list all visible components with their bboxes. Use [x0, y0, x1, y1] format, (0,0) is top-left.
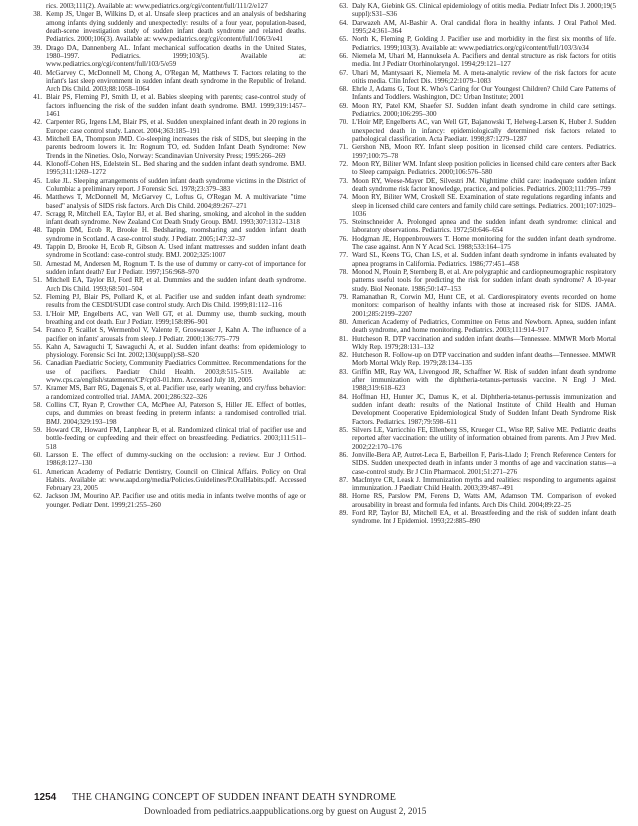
reference-text: L'Hoir MP, Engelberts AC, van Well GT, Bajanowski T, Helweg-Larsen K, Huber J. Sudden unexpected death in infancy: epidemiologically determined risk factors related to pathological classification. Acta Paediatr. 1998;87:1279–1287 [352, 118, 616, 143]
reference-text: Jackson JM, Mourino AP. Pacifier use and otitis media in infants twelve months of age or younger. Pediatr Dent. 1999;21:255–260 [46, 492, 306, 509]
reference-entry [330, 476, 616, 493]
reference-number: 57. [33, 384, 42, 393]
reference-entry [330, 35, 616, 52]
reference-text: Ehrle J, Adams G, Tout K. Who's Caring for Our Youngest Children? Child Care Patterns of Infants and Toddlers. Washington, DC: Urban Institute; 2001 [352, 85, 616, 102]
reference-text: Kramer MS, Barr RG, Dagenais S, et al. Pacifier use, early weaning, and cry/fuss behavior: a randomized controlled trial. JAMA. 2001;286:322–326 [46, 384, 306, 401]
reference-number: 81. [339, 334, 348, 343]
reference-text: Monod N, Plouin P, Sternberg B, et al. Are polygraphic and cardiopneumographic respiratory patterns useful tools for predicting the risk for sudden infant death syndrome? A 10-year study. Biol Neonate. 1986;50:147–153 [352, 268, 616, 293]
reference-text: Kemp JS, Unger B, Wilkins D, et al. Unsafe sleep practices and an analysis of bedsharing among infants dying suddenly and unexpectedly: results of a four year, population-based, death-scene investigation study of sudden infant death syndrome and related deaths. Pediatrics. 2000;106(3). Available at: www.pediatrics.org/cgi/content/full/106/3/e41 [46, 10, 306, 44]
reference-number: 44. [33, 159, 42, 168]
reference-entry [330, 426, 616, 451]
reference-entry [24, 243, 306, 260]
reference-entry [330, 251, 616, 268]
reference-text: American Academy of Pediatrics, Committee on Fetus and Newborn. Apnea, sudden infant death syndrome, and home monitoring. Pediatrics. 2003;111:914–917 [352, 317, 616, 335]
reference-entry [24, 118, 306, 135]
reference-entry [24, 193, 306, 210]
reference-text: Moon RY, Patel KM, Shaefer SJ. Sudden infant death syndrome in child care settings. Pediatrics. 2000;106:295–300 [352, 101, 616, 119]
reference-text: Hutcheson R. DTP vaccination and sudden infant deaths—Tennessee. MMWR Morb Mortal Wkly Rep. 1979;28:131–132 [352, 334, 616, 351]
references-right-column [330, 2, 616, 526]
reference-entry [24, 326, 306, 343]
reference-text: rics. 2003;111(2). Available at: www.pediatrics.org/cgi/content/full/111/2/e127 [46, 2, 268, 10]
reference-entry [330, 451, 616, 476]
reference-text: McGarvey C, McDonnell M, Chong A, O'Regan M, Matthews T. Factors relating to the infant's last sleep environment in sudden infant death syndrome in the Republic of Ireland. Arch Dis Child. 2003;88:1058–1064 [46, 68, 306, 94]
reference-number: 83. [339, 367, 348, 376]
reference-text: Silvers LE, Varricchio FE, Ellenberg SS, Krueger CL, Wise RP, Salive ME. Pediatric deaths reported after vaccination: the utility of information obtained from parents. Am J Prev Med. 2002;22:170–176 [352, 425, 616, 451]
reference-entry [330, 368, 616, 393]
reference-number: 48. [33, 226, 42, 235]
reference-number: 78. [339, 268, 348, 276]
reference-text: Franco P, Scaillet S, Wermenbol V, Valente F, Groswasser J, Kahn A. The influence of a pacifier on infants' arousals from sleep. J Pediatr. 2000;136:775–779 [46, 326, 306, 343]
reference-text: Arnestad M, Andersen M, Rognum T. Is the use of dummy or carry-cot of importance for sudden infant death? Eur J Pediatr. 1997;156:968–970 [46, 259, 306, 276]
reference-text: Hodgman JE, Hoppenbrouwers T. Home monitoring for the sudden infant death syndrome. The case against. Ann N Y Acad Sci. 1988;533:164–175 [352, 234, 616, 252]
reference-number: 62. [33, 492, 42, 501]
reference-entry [24, 160, 306, 177]
reference-entry [330, 177, 616, 194]
reference-entry [330, 143, 616, 160]
reference-entry [330, 268, 616, 293]
reference-entry [24, 451, 306, 468]
reference-number: 80. [339, 317, 348, 326]
reference-number: 43. [33, 135, 42, 143]
reference-number: 60. [33, 450, 42, 459]
reference-number: 55. [33, 342, 42, 351]
running-title: THE CHANGING CONCEPT OF SUDDEN INFANT DEATH SYNDROME [72, 792, 397, 803]
reference-entry [330, 193, 616, 218]
reference-entry [330, 218, 616, 235]
reference-text: Moon RY, Weese-Mayer DE, Silvestri JM. Nighttime child care: inadequate sudden infant death syndrome risk factor knowledge, practice, and policies. Pediatrics. 2003;111:795–799 [352, 176, 616, 193]
reference-entry [24, 135, 306, 160]
reference-text: Ford RP, Taylor BJ, Mitchell EA, et al. Breastfeeding and the risk of sudden infant death syndrome. Int J Epidemiol. 1993;22:885–890 [352, 509, 616, 526]
reference-text: American Academy of Pediatric Dentistry, Council on Clinical Affairs. Policy on Oral Habits. Available at: www.aapd.org/media/Policies.Guidelines/P.OralHabits.pdf. Accessed February 23, 2005 [46, 467, 306, 493]
reference-entry [24, 69, 306, 94]
reference-text: Gershon NB, Moon RY. Infant sleep position in licensed child care centers. Pediatrics. 1997;100:75–78 [352, 143, 616, 160]
reference-text: Luke JL. Sleeping arrangements of sudden infant death syndrome victims in the District of Columbia: a preliminary report. J Forensic Sci. 1978;23:379–383 [46, 176, 306, 193]
reference-entry [330, 318, 616, 335]
reference-number: 52. [33, 292, 42, 301]
reference-number: 77. [339, 251, 348, 260]
reference-number: 71. [339, 143, 348, 152]
reference-text: Darwazeh AM, Al-Bashir A. Oral candidal flora in healthy infants. J Oral Pathol Med. 1995;24:361–364 [352, 18, 616, 35]
reference-number: 49. [33, 243, 42, 252]
reference-entry [330, 69, 616, 86]
reference-entry [24, 177, 306, 194]
reference-entry [24, 343, 306, 360]
reference-text: Horne RS, Parslow PM, Ferens D, Watts AM, Adamson TM. Comparison of evoked arousability in breast and formula fed infants. Arch Dis Child. 2004;89:22–25 [352, 492, 616, 509]
reference-text: Klonoff-Cohen HS, Edelstein SL. Bed sharing and the sudden infant death syndrome. BMJ. 1995;311:1269–1272 [46, 159, 306, 177]
reference-entry [330, 102, 616, 119]
reference-number: 88. [339, 492, 348, 501]
reference-number: 53. [33, 309, 42, 318]
reference-number: 41. [33, 93, 42, 102]
reference-text: Mitchell EA, Thompson JMD. Co-sleeping increases the risk of SIDS, but sleeping in the parents bedroom lowers it. In: Rognum TO, ed. Sudden Infant Death Syndrome: New Trends in the Nineties. Oslo, Norway: Scandinavian University Press; 1995:266–269 [46, 135, 306, 160]
reference-number: 87. [339, 475, 348, 484]
reference-number: 61. [33, 467, 42, 476]
reference-text: Griffin MR, Ray WA, Livengood JR, Schaffner W. Risk of sudden infant death syndrome after immunization with the diphtheria-tetanus-pertussis vaccine. N Engl J Med. 1988;319:618–623 [352, 367, 616, 393]
download-note: Downloaded from pediatrics.aappublications.org by guest on August 2, 2015 [144, 806, 427, 816]
reference-text: Matthews T, McDonnell M, McGarvey C, Loftus G, O'Regan M. A multivariate "time based" analysis of SIDS risk factors. Arch Dis Child. 2004;89:267–271 [46, 193, 306, 210]
reference-number: 76. [339, 234, 348, 243]
reference-entry [24, 10, 306, 43]
reference-number: 67. [339, 68, 348, 77]
reference-entry [24, 2, 306, 10]
reference-entry [330, 293, 616, 318]
reference-text: Ramanathan R, Corwin MJ, Hunt CE, et al. Cardiorespiratory events recorded on home monitors: comparison of healthy infants with those at increased risk for SIDS. JAMA. 2001;285:2199–2207 [352, 292, 616, 318]
reference-entry [330, 85, 616, 102]
reference-number: 79. [339, 292, 348, 301]
reference-entry [24, 310, 306, 327]
reference-number: 86. [339, 450, 348, 459]
reference-entry [330, 235, 616, 252]
reference-entry [330, 52, 616, 69]
reference-entry [330, 160, 616, 177]
reference-number: 64. [339, 18, 348, 27]
reference-text: Hutcheson R. Follow-up on DTP vaccination and sudden infant deaths—Tennessee. MMWR Morb Mortal Wkly Rep. 1979;28:134–135 [352, 351, 616, 368]
reference-text: Niemela M, Uhari M, Hannuksela A. Pacifiers and dental structure as risk factors for otitis media. Int J Pediatr Otorhinolaryngol. 1994;29:121–127 [352, 51, 616, 69]
reference-entry [330, 118, 616, 143]
page-number: 1254 [34, 792, 57, 803]
reference-entry [24, 93, 306, 118]
reference-number: 72. [339, 159, 348, 168]
reference-text: Daly KA, Giebink GS. Clinical epidemiology of otitis media. Pediatr Infect Dis J. 2000;19(5 suppl):S31–S36 [352, 2, 616, 19]
reference-entry [24, 210, 306, 227]
reference-text: Moon RY, Biliter WM. Infant sleep position policies in licensed child care centers after Back to Sleep campaign. Pediatrics. 2000;106:576–580 [352, 159, 616, 177]
reference-entry [330, 393, 616, 426]
references-left-column [24, 2, 306, 509]
reference-text: Steinschneider A. Prolonged apnea and the sudden infant death syndrome: clinical and laboratory observations. Pediatrics. 1972;50:646–654 [352, 218, 616, 235]
reference-number: 66. [339, 51, 348, 60]
reference-text: Blair PS, Fleming PJ, Smith IJ, et al. Babies sleeping with parents; case-control study of factors influencing the risk of the sudden infant death syndrome. BMJ. 1999;319:1457–1461 [46, 93, 306, 119]
reference-number: 65. [339, 35, 348, 44]
reference-number: 40. [33, 68, 42, 77]
reference-number: 89. [339, 509, 348, 518]
reference-number: 51. [33, 276, 42, 285]
reference-entry [24, 226, 306, 243]
reference-number: 59. [33, 425, 42, 434]
reference-text: Collins CT, Ryan P, Crowther CA, McPhee AJ, Paterson S, Hiller JE. Effect of bottles, cups, and dummies on breast feeding in preterm infants: a randomised controlled trial. BMJ. 2004;329:193–198 [46, 401, 306, 426]
reference-number: 63. [339, 2, 348, 10]
reference-entry [24, 293, 306, 310]
reference-text: Tappin D, Brooke H, Ecob R, Gibson A. Used infant mattresses and sudden infant death syndrome in Scotland: case-control study. BMJ. 2002;325:1007 [46, 243, 306, 260]
reference-entry [24, 276, 306, 293]
reference-number: 70. [339, 118, 348, 127]
reference-number: 38. [33, 10, 42, 19]
reference-number: 69. [339, 101, 348, 110]
reference-entry [24, 468, 306, 493]
reference-number: 56. [33, 359, 42, 368]
reference-text: Larsson E. The effect of dummy-sucking on the occlusion: a review. Eur J Orthod. 1986;8:127–130 [46, 450, 306, 468]
reference-text: Howard CR, Howard FM, Lanphear B, et al. Randomized clinical trial of pacifier use and bottle-feeding or cupfeeding and their effect on breastfeeding. Pediatrics. 2003;111:511–518 [46, 425, 306, 451]
reference-entry [24, 492, 306, 509]
reference-text: Mitchell EA, Taylor BJ, Ford RP, et al. Dummies and the sudden infant death syndrome. Arch Dis Child. 1993;68:501–504 [46, 276, 306, 293]
reference-text: Scragg R, Mitchell EA, Taylor BJ, et al. Bed sharing, smoking, and alcohol in the sudden infant death syndrome. New Zealand Cot Death Study Group. BMJ. 1993;307:1312–1318 [46, 209, 306, 227]
reference-text: Uhari M, Mantysaari K, Niemela M. A meta-analytic review of the risk factors for acute otitis media. Clin Infect Dis. 1996;22:1079–1083 [352, 68, 616, 85]
reference-number: 68. [339, 85, 348, 94]
reference-text: Fleming PJ, Blair PS, Pollard K, et al. Pacifier use and sudden infant death syndrome: results from the CESDI/SUDI case control study. Arch Dis Child. 1999;81:112–116 [46, 292, 306, 310]
reference-entry [330, 2, 616, 19]
reference-number: 50. [33, 259, 42, 268]
reference-entry [24, 401, 306, 426]
reference-entry [330, 19, 616, 36]
reference-entry [330, 335, 616, 352]
reference-text: Jonville-Bera AP, Autret-Leca E, Barbeillon F, Paris-Llado J; French Reference Centers for SIDS. Sudden unexpected death in infants under 3 months of age and vaccination status—a case-control study. Br J Clin Pharmacol. 2001;51:271–276 [352, 450, 616, 476]
reference-entry [330, 351, 616, 368]
reference-number: 39. [33, 43, 42, 52]
reference-number: 42. [33, 118, 42, 127]
reference-text: Kahn A, Sawaguchi T, Sawaguchi A, et al. Sudden infant deaths: from epidemiology to physiology. Forensic Sci Int. 2002;130(suppl):S8–S20 [46, 342, 306, 360]
reference-text: Drago DA, Dannenberg AL. Infant mechanical suffocation deaths in the United States, 1980–1997. Pediatrics. 1999;103(5). Available at: www.pediatrics.org/cgi/content/full/103/5/e59 [46, 43, 306, 69]
reference-number: 75. [339, 218, 348, 227]
reference-entry [24, 260, 306, 277]
reference-entry [330, 492, 616, 509]
reference-number: 82. [339, 351, 348, 360]
reference-number: 47. [33, 209, 42, 218]
reference-text: L'Hoir MP, Engelberts AC, van Well GT, et al. Dummy use, thumb sucking, mouth breathing and cot death. Eur J Pediatr. 1999;158:896–901 [46, 309, 306, 326]
reference-number: 54. [33, 326, 42, 335]
reference-entry [24, 359, 306, 384]
reference-text: Hoffman HJ, Hunter JC, Damus K, et al. Diphtheria-tetanus-pertussis immunization and sudden infant death: results of the National Institute of Child Health and Human Development Cooperative Epidemiological Study of Sudden Infant Death Syndrome Risk Factors. Pediatrics. 1987;79:598–611 [352, 392, 616, 426]
reference-text: North K, Fleming P, Golding J. Pacifier use and morbidity in the first six months of life. Pediatrics. 1999;103(3). Available at: www.pediatrics.org/cgi/content/full/103/3/e34 [352, 35, 616, 52]
reference-number: 58. [33, 401, 42, 409]
reference-number: 74. [339, 193, 348, 202]
reference-number: 73. [339, 176, 348, 185]
reference-text: MacIntyre CR, Leask J. Immunization myths and realities: responding to arguments against immunization. J Paediatr Child Health. 2003;39:487–491 [352, 475, 616, 493]
reference-number: 85. [339, 425, 348, 434]
reference-text: Moon RY, Biliter WM, Croskell SE. Examination of state regulations regarding infants and sleep in licensed child care centers and family child care settings. Pediatrics. 2001;107:1029–1036 [352, 193, 616, 218]
reference-entry [24, 44, 306, 69]
reference-number: 46. [33, 193, 42, 202]
reference-text: Carpenter RG, Irgens LM, Blair PS, et al. Sudden unexplained infant death in 20 regions in Europe: case control study. Lancet. 2004;363:185–191 [46, 118, 306, 135]
reference-text: Tappin DM, Ecob R, Brooke H. Bedsharing, roomsharing and sudden infant death syndrome in Scotland. A case-control study. J Pediatr. 2005;147:32–37 [46, 226, 306, 243]
reference-number: 45. [33, 176, 42, 185]
reference-entry [330, 509, 616, 526]
reference-text: Ward SL, Keens TG, Chan LS, et al. Sudden infant death syndrome in infants evaluated by apnea programs in California. Pediatrics. 1986;77:451–458 [352, 251, 616, 268]
reference-entry [24, 426, 306, 451]
reference-entry [24, 384, 306, 401]
reference-number: 84. [339, 392, 348, 401]
reference-text: Canadian Paediatric Society, Community Paediatrics Committee. Recommendations for the use of pacifiers. Paediatr Child Health. 2003;8:515–519. Available at: www.cps.ca/english/statements/CP/cp03-01.htm. Accessed July 18, 2005 [46, 359, 306, 385]
